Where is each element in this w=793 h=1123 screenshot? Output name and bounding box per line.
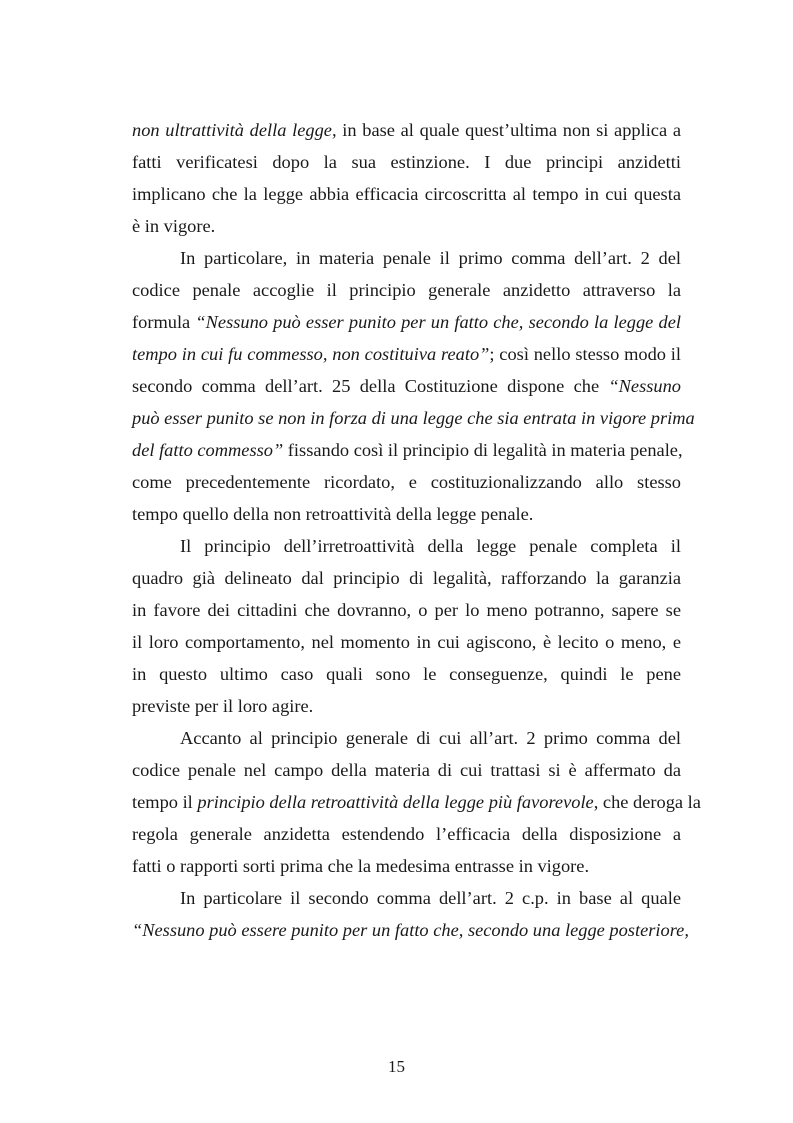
text: Accanto al principio generale di cui all’art. 2 primo comma del bbox=[180, 728, 681, 748]
text-line bbox=[132, 502, 681, 526]
text: ; così nello stesso modo il bbox=[489, 344, 681, 364]
text-line bbox=[180, 534, 681, 558]
text-line bbox=[132, 630, 681, 654]
italic-text: “Nessuno può esser punito per un fatto che, secondo la legge del bbox=[195, 312, 681, 332]
italic-text: tempo in cui fu commesso, non costituiva reato” bbox=[132, 344, 490, 364]
text-line bbox=[132, 790, 701, 814]
text: codice penale nel campo della materia di cui trattasi si è affermato da bbox=[132, 760, 681, 780]
text: in questo ultimo caso quali sono le conseguenze, quindi le pene bbox=[132, 664, 681, 684]
text-line bbox=[132, 662, 681, 686]
text-line bbox=[132, 438, 681, 462]
text: il loro comportamento, nel momento in cui agiscono, è lecito o meno, e bbox=[132, 632, 681, 652]
text: fissando così il principio di legalità in materia penale, bbox=[283, 440, 683, 460]
text-line bbox=[132, 374, 681, 398]
text: Il principio dell’irretroattività della legge penale completa il bbox=[180, 536, 681, 556]
text-line bbox=[132, 278, 681, 302]
text: implicano che la legge abbia efficacia circoscritta al tempo in cui questa bbox=[132, 184, 681, 204]
text-line bbox=[180, 246, 681, 270]
text: secondo comma dell’art. 25 della Costituzione dispone che bbox=[132, 376, 609, 396]
text-line bbox=[132, 342, 681, 366]
text: è in vigore. bbox=[132, 216, 216, 236]
text: In particolare, in materia penale il primo comma dell’art. 2 del bbox=[180, 248, 681, 268]
text-line bbox=[132, 854, 681, 878]
text: fatti o rapporti sorti prima che la medesima entrasse in vigore. bbox=[132, 856, 590, 876]
italic-text: non ultrattività della legge, bbox=[132, 120, 337, 140]
text-line bbox=[132, 214, 681, 238]
text: tempo quello della non retroattività della legge penale. bbox=[132, 504, 534, 524]
text-line bbox=[132, 694, 681, 718]
text: in favore dei cittadini che dovranno, o per lo meno potranno, sapere se bbox=[132, 600, 681, 620]
text-line bbox=[132, 150, 681, 174]
italic-text: “Nessuno bbox=[608, 376, 681, 396]
text-line bbox=[180, 886, 681, 910]
text: fatti verificatesi dopo la sua estinzione. I due principi anzidetti bbox=[132, 152, 681, 172]
italic-text: principio della retroattività della legge più favorevole bbox=[197, 792, 594, 812]
text: codice penale accoglie il principio generale anzidetto attraverso la bbox=[132, 280, 681, 300]
text: tempo il bbox=[132, 792, 198, 812]
text-line bbox=[132, 406, 695, 430]
text-line bbox=[132, 566, 681, 590]
text: formula bbox=[132, 312, 196, 332]
text-line bbox=[132, 822, 681, 846]
text: regola generale anzidetta estendendo l’efficacia della disposizione a bbox=[132, 824, 681, 844]
text-line bbox=[132, 470, 681, 494]
text: , che deroga la bbox=[593, 792, 701, 812]
text-line bbox=[132, 598, 681, 622]
text: previste per il loro agire. bbox=[132, 696, 314, 716]
italic-text: del fatto commesso” bbox=[132, 440, 284, 460]
text-line bbox=[180, 726, 681, 750]
text: come precedentemente ricordato, e costituzionalizzando allo stesso bbox=[132, 472, 681, 492]
text: in base al quale quest’ultima non si applica a bbox=[336, 120, 681, 140]
italic-text: “Nessuno può essere punito per un fatto che, secondo una legge posteriore, bbox=[132, 920, 689, 940]
text-line bbox=[132, 758, 681, 782]
text: quadro già delineato dal principio di legalità, rafforzando la garanzia bbox=[132, 568, 681, 588]
text: In particolare il secondo comma dell’art. 2 c.p. in base al quale bbox=[180, 888, 681, 908]
italic-text: può esser punito se non in forza di una legge che sia entrata in vigore prima bbox=[132, 408, 695, 428]
text-line bbox=[132, 310, 681, 334]
text-line bbox=[132, 182, 681, 206]
page-number: 15 bbox=[388, 1057, 405, 1076]
text-line bbox=[132, 118, 681, 142]
text-line bbox=[132, 918, 689, 942]
